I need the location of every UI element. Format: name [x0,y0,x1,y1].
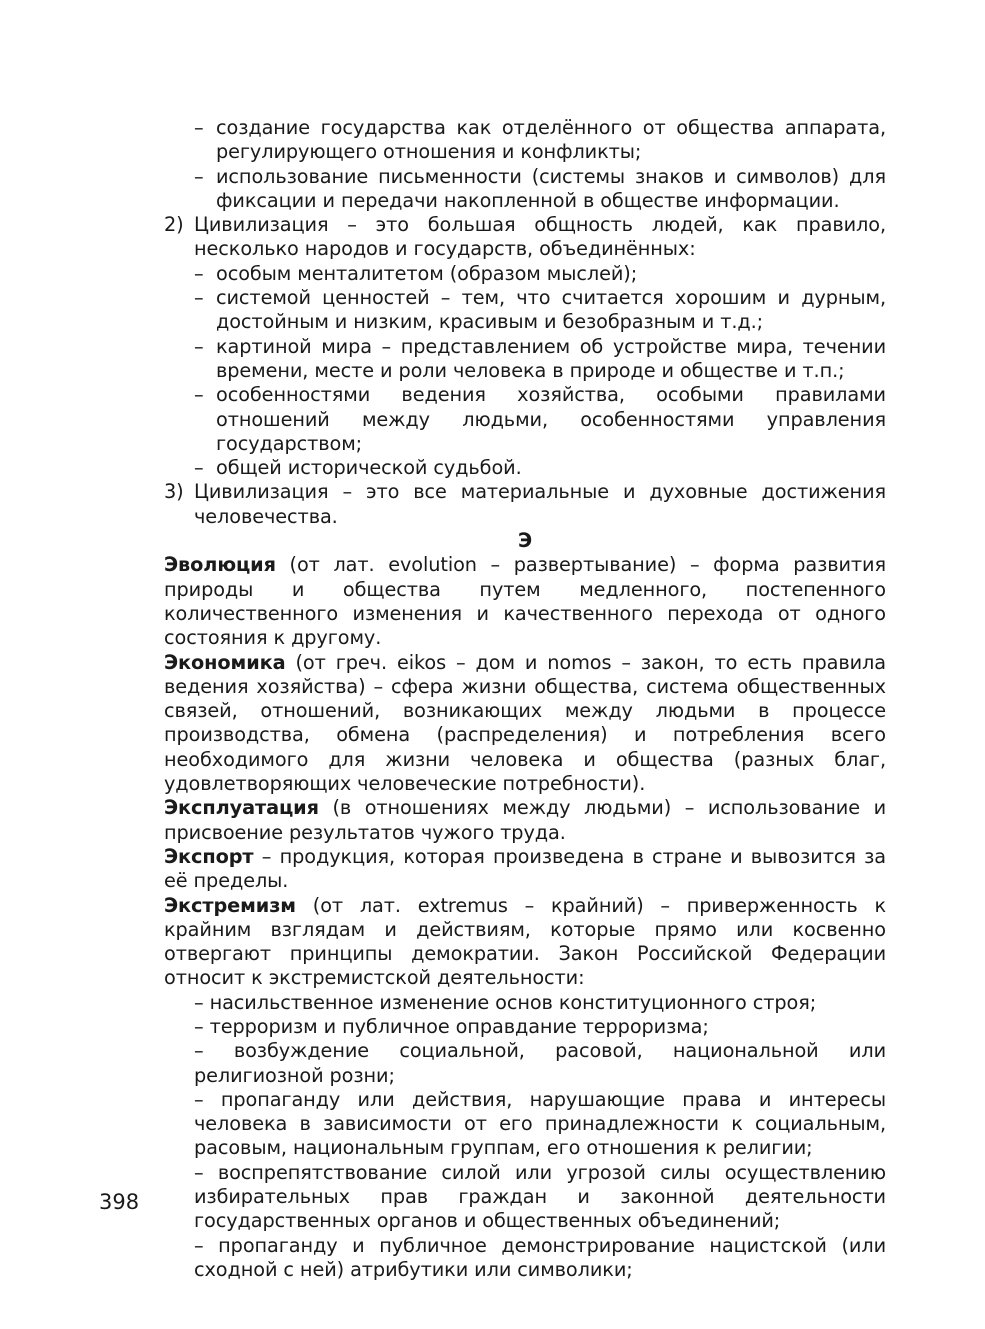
numbered-item-3 [164,480,886,529]
entry-definition: (в отношениях между людьми) – использование и присвоение результатов чужого труда. [164,796,886,844]
list-item [164,456,886,480]
list-item-text: особым менталитетом (образом мыслей); [216,261,638,285]
entry-term: Эволюция [164,553,276,577]
entry-definition: (от греч. eikos – дом и nomos – закон, то есть правила ведения хозяйства) – сфера жизни общества, система общественных связей, отношений, возникающих между людьми в процессе производства, обмена (распределения) и потребления всего необходимого для жизни человека и общества (разных благ, удовлетворяющих человеческие потребности). [164,650,886,796]
section-letter: Э [517,529,533,553]
list-item [164,116,886,165]
entry-term: Эксплуатация [164,796,319,820]
page-number: 398 [99,1190,140,1214]
glossary-entry-extremism [164,894,886,991]
entry-definition: (от лат. extremus – крайний) – приверженность к крайним взглядам и действиям, которые прямо или косвенно отвергают принципы демократии. Закон Российской Федерации относит к экстремистской деятельности: [164,893,886,990]
list-item-text: создание государства как отделённого от общества аппарата, регулирующего отношения и конфликты; [216,116,886,164]
list-item-text: картиной мира – представлением об устройстве мира, течении времени, месте и роли человека в природе и обществе и т.п.; [216,334,886,382]
dash-marker: – [194,164,204,188]
extremism-list-item: – возбуждение социальной, расовой, национальной или религиозной розни; [194,1039,886,1087]
number-marker: 2) [164,213,184,237]
dash-marker: – [194,261,204,285]
glossary-entry-export [164,845,886,894]
list-item [164,262,886,286]
list-item-text: использование письменности (системы знаков и символов) для фиксации и передачи накопленной в обществе информации. [216,164,886,212]
number-marker: 3) [164,480,184,504]
list-item-text: системой ценностей – тем, что считается хорошим и дурным, достойным и низким, красивым и безобразным и т.д.; [216,286,886,334]
list-item [164,383,886,456]
entry-term: Экспорт [164,844,254,868]
numbered-item-2 [164,213,886,262]
list-item-text: особенностями ведения хозяйства, особыми правилами отношений между людьми, особенностями управления государством; [216,383,886,455]
entry-term: Экстремизм [164,893,296,917]
extremism-list-item: – терроризм и публичное оправдание терроризма; [194,1014,709,1038]
dash-marker: – [194,334,204,358]
list-item [164,286,886,335]
glossary-entry-exploitation [164,796,886,845]
extremism-list-item: – пропаганду и публичное демонстрирование нацистской (или сходной с ней) атрибутики или символики; [194,1233,886,1281]
dash-marker: – [194,383,204,407]
entry-definition: (от лат. evolution – развертывание) – форма развития природы и общества путем медленного, постепенного количественного изменения и качественного перехода от одного состояния к другому. [164,553,886,650]
glossary-entry-evolution [164,553,886,650]
glossary-entry-economy [164,651,886,797]
entry-definition: – продукция, которая произведена в стране и вывозится за её пределы. [164,844,886,893]
page-content [164,116,886,1282]
extremism-list-item: – воспрепятствование силой или угрозой силы осуществлению избирательных прав граждан и законной деятельности государственных органов и общественных объединений; [194,1160,886,1233]
list-item [164,335,886,384]
dash-marker: – [194,456,204,480]
extremism-list-item: – насильственное изменение основ конституционного строя; [194,990,817,1014]
dash-marker: – [194,286,204,310]
entry-term: Экономика [164,650,286,674]
numbered-item-text: Цивилизация – это все материальные и духовные достижения человечества. [194,480,886,528]
extremism-list-item: – пропаганду или действия, нарушающие права и интересы человека в зависимости от его принадлежности к социальным, расовым, национальным группам, его отношения к религии; [194,1087,886,1160]
dash-marker: – [194,116,204,139]
numbered-item-text: Цивилизация – это большая общность людей, как правило, несколько народов и государств, объединённых: [194,213,886,261]
list-item [164,165,886,214]
list-item-text: общей исторической судьбой. [216,456,522,480]
